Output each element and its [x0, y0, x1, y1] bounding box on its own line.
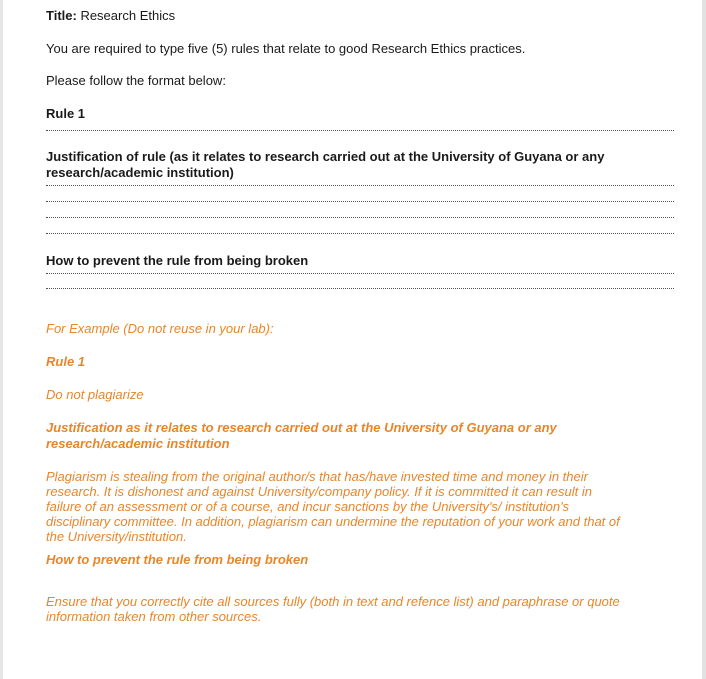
prevent-heading: How to prevent the rule from being broken: [46, 253, 309, 268]
page-left-edge: [0, 0, 3, 679]
example-rule-heading: Rule 1: [46, 354, 86, 369]
example-justification-paragraph: [46, 469, 676, 544]
prevent-answer-line-2[interactable]: [46, 288, 674, 289]
example-prevent-paragraph: [46, 594, 676, 624]
example-intro: For Example (Do not reuse in your lab):: [46, 321, 274, 336]
example-justification-line: failure of an assessment or of a course, and incur sanctions by the University's/ institution's: [46, 499, 570, 514]
justification-answer-line-3[interactable]: [46, 217, 674, 218]
justification-answer-line-1[interactable]: [46, 185, 674, 186]
justification-answer-line-4[interactable]: [46, 233, 674, 234]
example-justification-line: research. It is dishonest and against University/company policy. If it is committed it can result in: [46, 484, 592, 499]
rule-heading: Rule 1: [46, 106, 86, 121]
example-rule-text: Do not plagiarize: [46, 387, 144, 402]
justification-heading-line2: research/academic institution): [46, 165, 234, 180]
title-line: [46, 8, 676, 24]
example-prevent-line: Ensure that you correctly cite all sources fully (both in text and refence list) and paraphrase or quote: [46, 594, 620, 609]
example-prevent-line: information taken from other sources.: [46, 609, 262, 624]
example-justification-line: disciplinary committee. In addition, plagiarism can undermine the reputation of your work and that of: [46, 514, 620, 529]
format-note: Please follow the format below:: [46, 73, 226, 88]
example-justification-line: the University/institution.: [46, 529, 187, 544]
title-label: Title:: [46, 8, 77, 23]
example-prevent-heading: How to prevent the rule from being broken: [46, 552, 309, 567]
justification-heading: [46, 149, 676, 181]
page-right-edge: [702, 0, 706, 679]
instruction-text: You are required to type five (5) rules that relate to good Research Ethics practices.: [46, 41, 526, 56]
example-justification-heading: [46, 420, 676, 452]
example-justification-line: Plagiarism is stealing from the original author/s that has/have invested time and money in their: [46, 469, 588, 484]
justification-heading-line1: Justification of rule (as it relates to research carried out at the University of Guyana or any: [46, 149, 605, 164]
example-justification-heading-line1: Justification as it relates to research carried out at the University of Guyana or any: [46, 420, 557, 435]
document-content: [46, 8, 676, 624]
prevent-answer-line-1[interactable]: [46, 273, 674, 274]
rule-answer-line[interactable]: [46, 130, 674, 131]
title-value: Research Ethics: [76, 8, 176, 23]
justification-answer-line-2[interactable]: [46, 201, 674, 202]
example-justification-heading-line2: research/academic institution: [46, 436, 230, 451]
